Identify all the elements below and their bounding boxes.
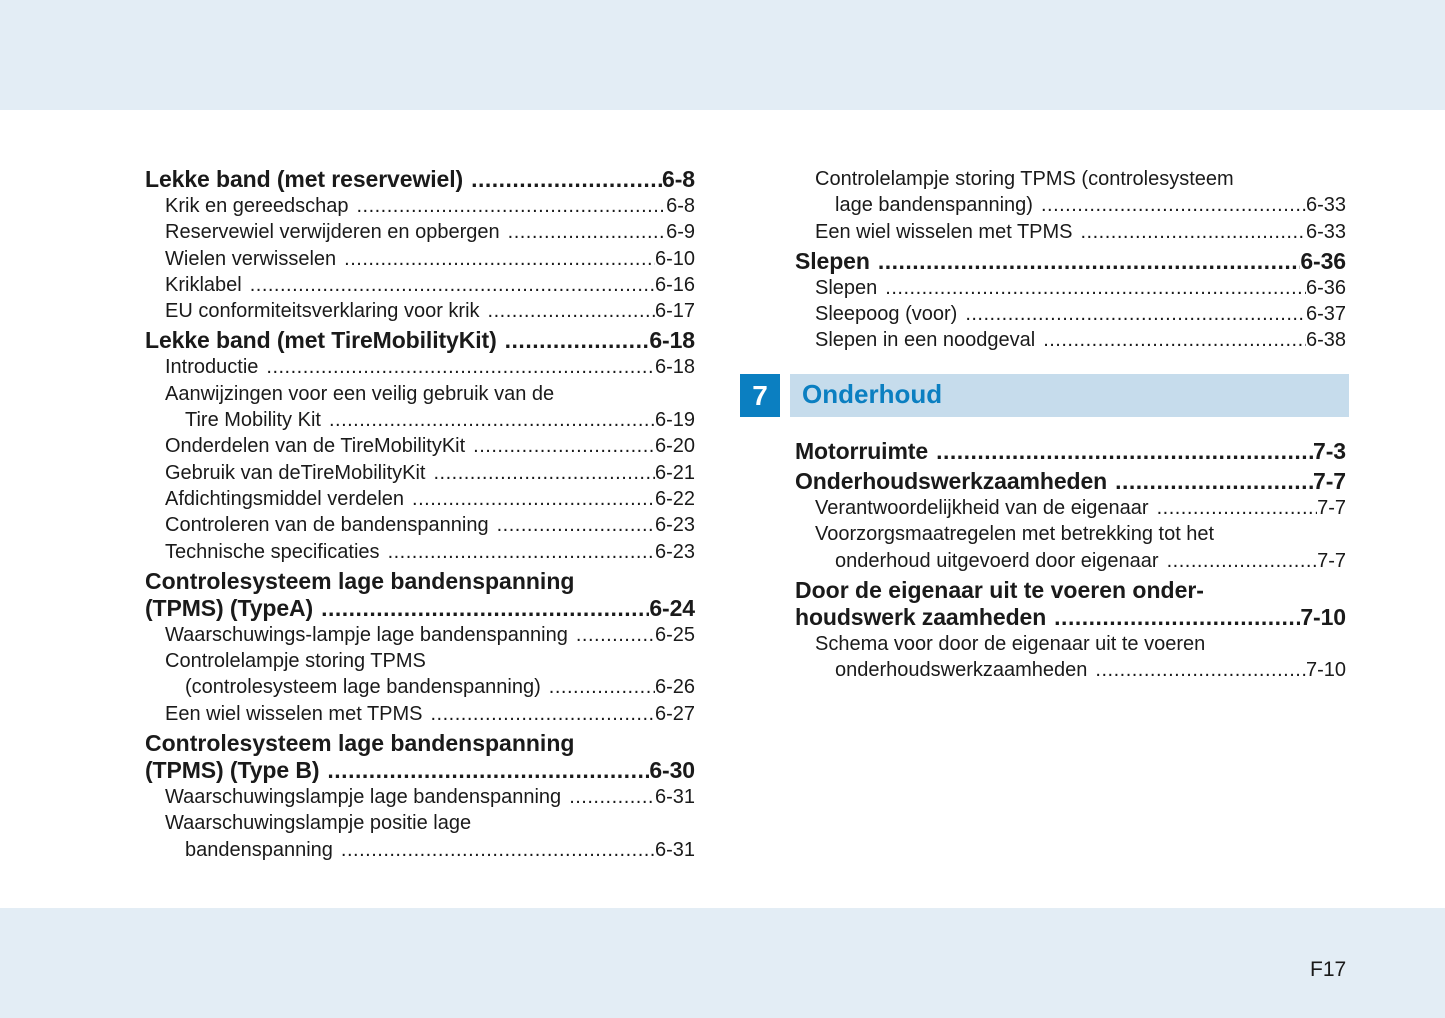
toc-leader-dots [431,701,655,727]
toc-right-column-bottom [795,438,1346,683]
toc-page-number: 6-16 [654,273,695,296]
toc-leader-dots [488,298,655,324]
toc-leader-dots [1081,219,1306,245]
toc-page-number: 7-7 [1317,497,1346,519]
toc-entry-title: lage bandenspanning) [835,194,1033,217]
toc-entry-title: Afdichtingsmiddel verdelen [165,487,405,510]
toc-entry-title: Door de eigenaar uit te voeren onder- [795,576,1204,603]
toc-subsection-entry[interactable] [795,548,1346,574]
toc-subsection-heading [795,521,1346,547]
toc-subsection-entry[interactable] [145,193,695,219]
toc-page-number: 6-33 [1305,220,1346,243]
toc-entry-title: Een wiel wisselen met TPMS [165,702,423,725]
toc-entry-title: Technische specificaties [165,540,380,563]
toc-entry-title: Slepen [815,276,878,299]
toc-page-number: 6-19 [654,409,695,432]
chapter-header [740,374,1350,417]
toc-page-number: 6-37 [1305,303,1346,326]
toc-subsection-heading [145,810,695,836]
toc-page-number: 6-21 [654,461,695,484]
toc-leader-dots [497,512,655,538]
toc-entry-title: Motorruimte [795,438,929,464]
toc-entry-title: Verantwoordelijkheid van de eigenaar [815,497,1149,519]
toc-page-number: 6-24 [649,594,695,621]
toc-entry-title: Slepen [795,247,870,274]
toc-page-number: 6-20 [654,435,695,458]
toc-leader-dots [1054,604,1300,631]
toc-subsection-entry[interactable] [145,837,695,863]
toc-subsection-entry[interactable] [145,674,695,700]
toc-subsection-entry[interactable] [145,486,695,512]
toc-page-number: 6-36 [1305,276,1346,299]
toc-entry-title: onderhoud uitgevoerd door eigenaar [835,549,1159,572]
toc-entry-title: Controlelampje storing TPMS (controlesysteem [815,168,1234,190]
toc-section-entry[interactable] [145,166,695,193]
toc-page-number: 6-25 [654,623,695,646]
toc-entry-title: Slepen in een noodgeval [815,329,1036,352]
page-number: F17 [1310,958,1347,981]
toc-entry-title: Kriklabel [165,273,242,296]
toc-page-number: 7-10 [1305,659,1346,682]
toc-section-entry[interactable] [145,757,695,784]
toc-entry-title: Reservewiel verwijderen en opbergen [165,221,500,244]
toc-subsection-entry[interactable] [145,354,695,380]
toc-leader-dots [250,272,655,298]
toc-subsection-entry[interactable] [795,327,1346,353]
toc-entry-title: (TPMS) (Type B) [145,757,320,784]
toc-page-number: 6-38 [1305,329,1346,352]
toc-leader-dots [473,433,655,459]
toc-page-number: 7-3 [1313,438,1346,464]
toc-leader-dots [1043,327,1306,353]
toc-leader-dots [471,166,662,193]
footer-band [0,908,1445,1018]
toc-page-number: 6-8 [662,166,695,192]
toc-page-number: 7-7 [1313,468,1346,494]
toc-leader-dots [321,595,649,622]
toc-leader-dots [505,327,650,354]
toc-page-number: 6-31 [654,838,695,861]
toc-leader-dots [936,438,1313,465]
toc-entry-title: Waarschuwingslampje positie lage [165,812,472,835]
toc-page-number: 6-23 [654,540,695,563]
toc-page-number: 6-17 [654,300,695,323]
toc-page-number: 6-22 [654,487,695,510]
toc-left-column [145,166,695,863]
toc-leader-dots [356,193,666,219]
chapter-number-badge: 7 [740,374,780,417]
toc-entry-title: Controlelampje storing TPMS [165,650,426,673]
toc-leader-dots [412,486,655,512]
toc-entry-title: Controleren van de bandenspanning [165,514,489,537]
toc-subsection-heading [795,166,1346,192]
toc-section-entry[interactable] [795,248,1346,275]
toc-entry-title: Gebruik van deTireMobilityKit [165,461,426,484]
toc-right-column-top [795,166,1346,354]
toc-section-entry[interactable] [795,604,1346,631]
toc-entry-title: Aanwijzingen voor een veilig gebruik van de [165,382,555,405]
toc-subsection-entry[interactable] [145,539,695,565]
toc-subsection-entry[interactable] [145,460,695,486]
toc-entry-title: Sleepoog (voor) [815,303,958,326]
toc-entry-title: onderhoudswerkzaamheden [835,659,1088,682]
toc-subsection-entry[interactable] [145,407,695,433]
toc-entry-title: Onderhoudswerkzaamheden [795,468,1108,494]
toc-page-number: 6-10 [654,247,695,270]
toc-subsection-heading [795,631,1346,657]
toc-subsection-entry[interactable] [145,219,695,245]
toc-page-number: 6-18 [649,327,695,354]
toc-section-entry[interactable] [795,438,1346,465]
toc-section-heading [145,730,695,757]
header-band [0,0,1445,110]
toc-subsection-entry[interactable] [145,298,695,324]
toc-entry-title: (TPMS) (TypeA) [145,594,314,621]
toc-subsection-entry[interactable] [145,622,695,648]
toc-entry-title: Wielen verwisselen [165,247,337,270]
toc-leader-dots [878,248,1301,275]
toc-page-number: 6-27 [654,702,695,725]
toc-subsection-entry[interactable] [795,219,1346,245]
toc-section-entry[interactable] [145,327,695,354]
toc-leader-dots [1157,495,1318,521]
toc-page-number: 6-23 [654,514,695,537]
toc-entry-title: Waarschuwings-lampje lage bandenspanning [165,623,568,646]
toc-subsection-entry[interactable] [145,246,695,272]
toc-leader-dots [433,460,655,486]
toc-page-number: 6-36 [1300,247,1346,274]
toc-entry-title: Controlesysteem lage bandenspanning [145,567,575,594]
toc-entry-title: Controlesysteem lage bandenspanning [145,730,575,757]
toc-subsection-entry[interactable] [795,275,1346,301]
toc-section-heading [795,577,1346,604]
toc-entry-title: Een wiel wisselen met TPMS [815,220,1073,243]
toc-leader-dots [329,407,655,433]
toc-section-heading [145,568,695,595]
toc-subsection-entry[interactable] [145,701,695,727]
toc-page-number: 6-9 [666,221,695,244]
toc-leader-dots [508,219,666,245]
toc-entry-title: Lekke band (met TireMobilityKit) [145,327,497,354]
toc-entry-title: Krik en gereedschap [165,195,349,217]
toc-leader-dots [327,757,649,784]
toc-leader-dots [885,275,1306,301]
toc-subsection-entry[interactable] [145,784,695,810]
toc-entry-title: Onderdelen van de TireMobilityKit [165,435,466,458]
toc-leader-dots [965,301,1306,327]
toc-entry-title: Tire Mobility Kit [185,409,321,432]
chapter-title: Onderhoud [802,379,943,409]
toc-section-entry[interactable] [145,595,695,622]
toc-entry-title: Introductie [165,356,259,379]
toc-leader-dots [388,539,655,565]
toc-leader-dots [1041,192,1306,218]
toc-leader-dots [266,354,655,380]
toc-leader-dots [1115,468,1313,495]
toc-subsection-heading [145,381,695,407]
toc-page-number: 6-18 [654,356,695,379]
toc-entry-title: Voorzorgsmaatregelen met betrekking tot het [815,523,1215,546]
toc-entry-title: (controlesysteem lage bandenspanning) [185,676,541,699]
toc-section-entry[interactable] [795,468,1346,495]
toc-subsection-entry[interactable] [145,512,695,538]
toc-leader-dots [344,246,655,272]
toc-page-number: 6-30 [649,757,695,784]
toc-subsection-entry[interactable] [795,657,1346,683]
toc-leader-dots [576,622,655,648]
toc-entry-title: bandenspanning [185,838,333,861]
toc-subsection-entry[interactable] [145,272,695,298]
toc-page-number: 6-33 [1305,194,1346,217]
toc-page-number: 7-7 [1317,549,1346,572]
toc-page-number: 6-8 [666,195,695,217]
toc-subsection-entry[interactable] [145,433,695,459]
toc-page-number: 6-26 [654,676,695,699]
toc-leader-dots [341,837,655,863]
toc-leader-dots [549,674,655,700]
toc-subsection-entry[interactable] [795,495,1346,521]
toc-leader-dots [569,784,655,810]
toc-page-number: 6-31 [654,786,695,809]
toc-subsection-heading [145,648,695,674]
toc-leader-dots [1095,657,1306,683]
toc-entry-title: houdswerk zaamheden [795,603,1047,630]
toc-page-number: 7-10 [1300,603,1346,630]
toc-entry-title: Lekke band (met reservewiel) [145,166,464,192]
toc-entry-title: Waarschuwingslampje lage bandenspanning [165,786,562,809]
toc-entry-title: Schema voor door de eigenaar uit te voeren [815,632,1206,655]
toc-subsection-entry[interactable] [795,192,1346,218]
toc-subsection-entry[interactable] [795,301,1346,327]
toc-leader-dots [1167,548,1318,574]
toc-entry-title: EU conformiteitsverklaring voor krik [165,300,480,323]
